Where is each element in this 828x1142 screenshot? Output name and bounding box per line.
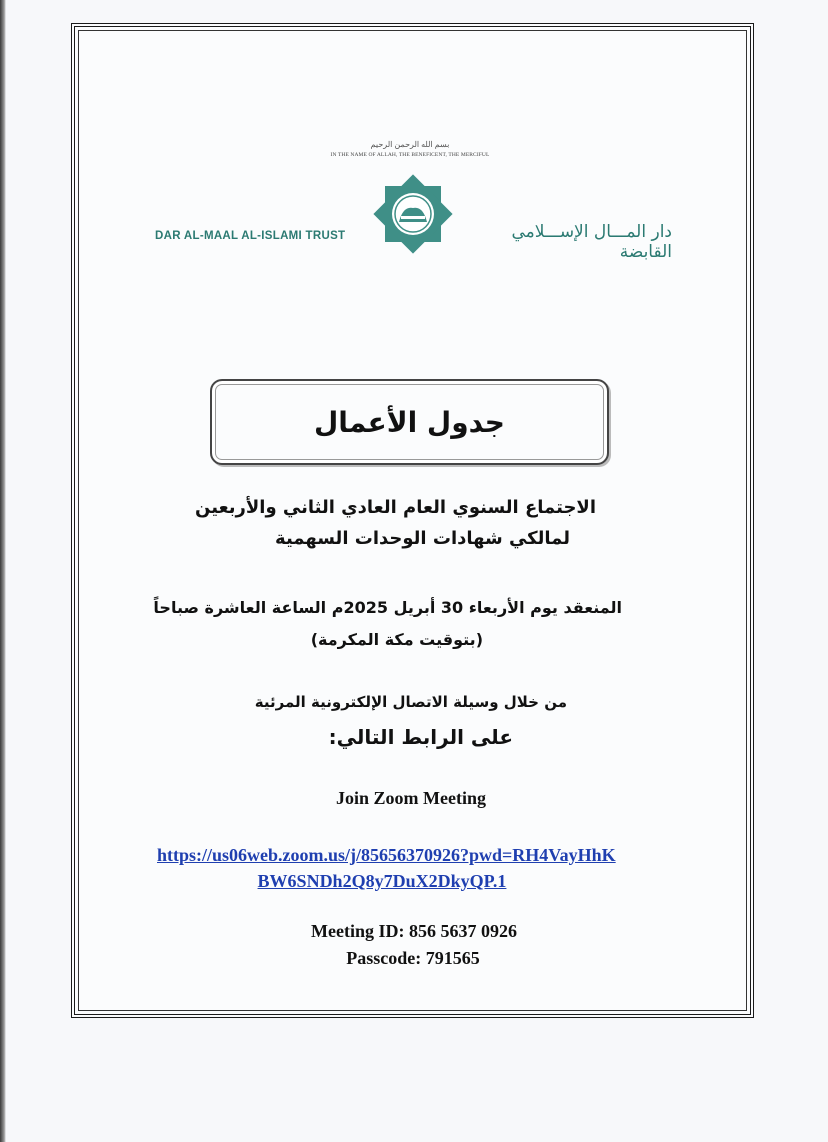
meeting-description-line1: الاجتماع السنوي العام العادي الثاني والأربعين [195,497,596,518]
meeting-passcode: Passcode: 791565 [346,948,480,968]
zoom-link[interactable] [157,842,677,894]
org-name-arabic: دار المـــال الإســـلامي القابضة [511,222,672,262]
connection-method-line2: على الرابط التالي: [328,725,513,749]
basmala [300,140,520,160]
connection-method-line1: من خلال وسيلة الاتصال الإلكترونية المرئية [254,693,567,711]
agenda-title-box [210,379,609,465]
company-logo-icon [371,172,455,256]
org-name-english: DAR AL-MAAL AL-ISLAMI TRUST [155,230,346,242]
basmala-english: IN THE NAME OF ALLAH, THE BENEFICENT, THE MERCIFUL [330,152,490,158]
meeting-description-line2: لمالكي شهادات الوحدات السهمية [275,528,570,549]
scan-shadow-edge [0,0,6,1142]
basmala-arabic: بسم الله الرحمن الرحيم [370,140,450,149]
zoom-heading-text: Join Zoom Meeting [336,788,486,808]
zoom-link-line1[interactable]: https://us06web.zoom.us/j/85656370926?pwd=RH4VayHhK [157,845,616,865]
zoom-link-line2[interactable]: BW6SNDh2Q8y7DuX2DkyQP.1 [257,871,507,891]
agenda-title: جدول الأعمال [314,405,505,439]
meeting-id: Meeting ID: 856 5637 0926 [311,921,517,941]
meeting-date-line1: المنعقد يوم الأربعاء 30 أبريل 2025م الساعة العاشرة صباحاً [153,598,622,617]
zoom-heading [0,788,828,809]
meeting-date-line2: (بتوقيت مكة المكرمة) [310,630,483,649]
